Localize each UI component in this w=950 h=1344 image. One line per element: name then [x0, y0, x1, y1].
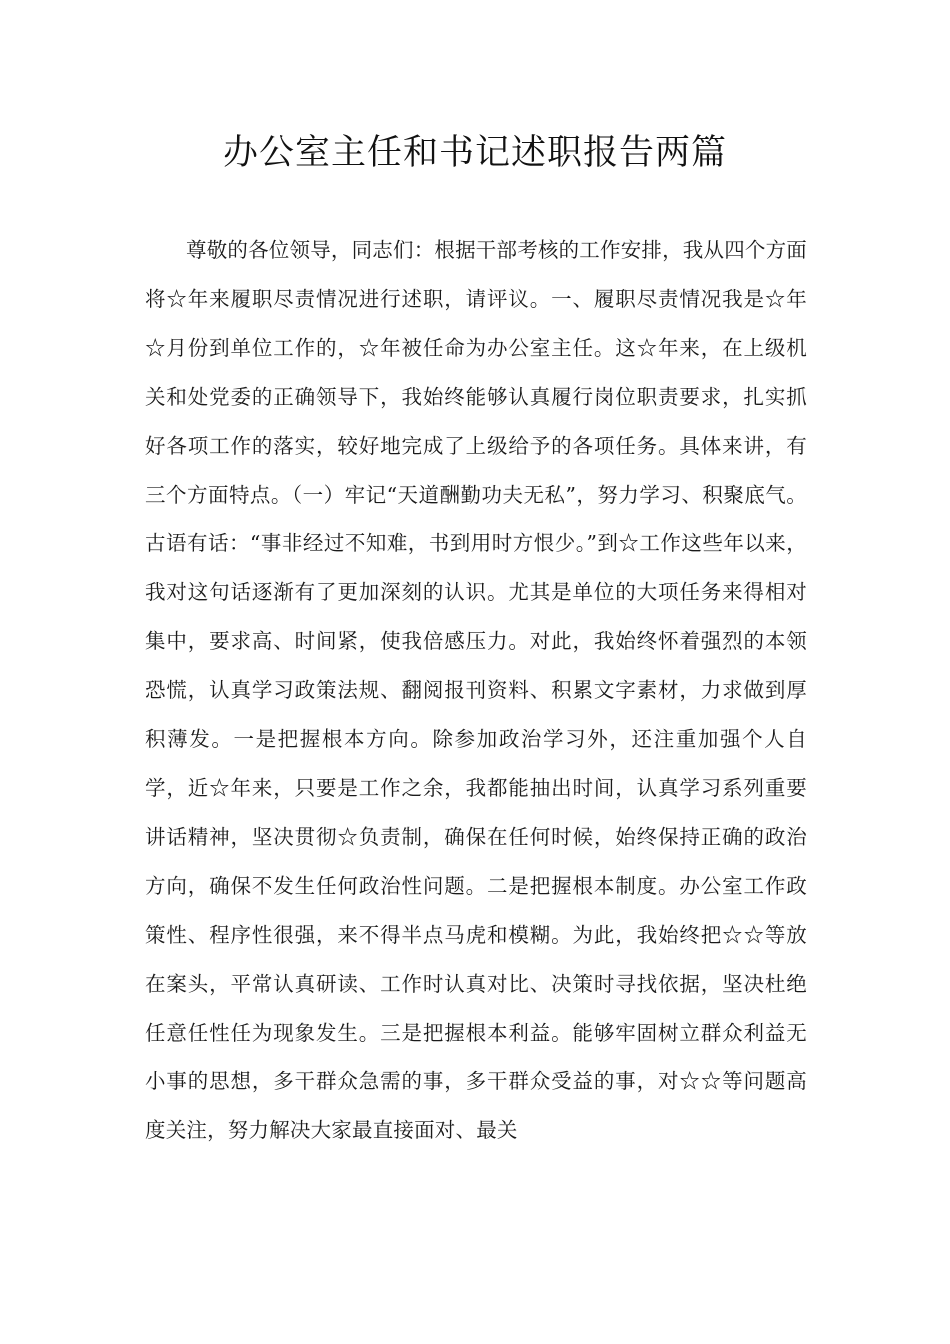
document-title: 办公室主任和书记述职报告两篇	[222, 133, 727, 173]
document-body-paragraph: 尊敬的各位领导，同志们：根据干部考核的工作安排，我从四个方面将☆年来履职尽责情况进行述职，请评议。一、履职尽责情况我是☆年☆月份到单位工作的，☆年被任命为办公室主任。这☆年来，在上级机关和处党委的正确领导下，我始终能够认真履行岗位职责要求，扎实抓好各项工作的落实，较好地完成了上级给予的各项任务。具体来讲，有三个方面特点。（一）牢记“天道酬勤功夫无私”，努力学习、积聚底气。古语有话：“事非经过不知难，书到用时方恨少。”到☆工作这些年以来，我对这句话逐渐有了更加深刻的认识。尤其是单位的大项任务来得相对集中，要求高、时间紧，使我倍感压力。对此，我始终怀着强烈的本领恐慌，认真学习政策法规、翻阅报刊资料、积累文字素材，力求做到厚积薄发。一是把握根本方向。除参加政治学习外，还注重加强个人自学，近☆年来，只要是工作之余，我都能抽出时间，认真学习系列重要讲话精神，坚决贯彻☆负责制，确保在任何时候，始终保持正确的政治方向，确保不发生任何政治性问题。二是把握根本制度。办公室工作政策性、程序性很强，来不得半点马虎和模糊。为此，我始终把☆☆等放在案头，平常认真研读、工作时认真对比、决策时寻找依据，坚决杜绝任意任性任为现象发生。三是把握根本利益。能够牢固树立群众利益无小事的思想，多干群众急需的事，多干群众受益的事，对☆☆等问题高度关注，努力解决大家最直接面对、最关	[145, 238, 807, 1143]
